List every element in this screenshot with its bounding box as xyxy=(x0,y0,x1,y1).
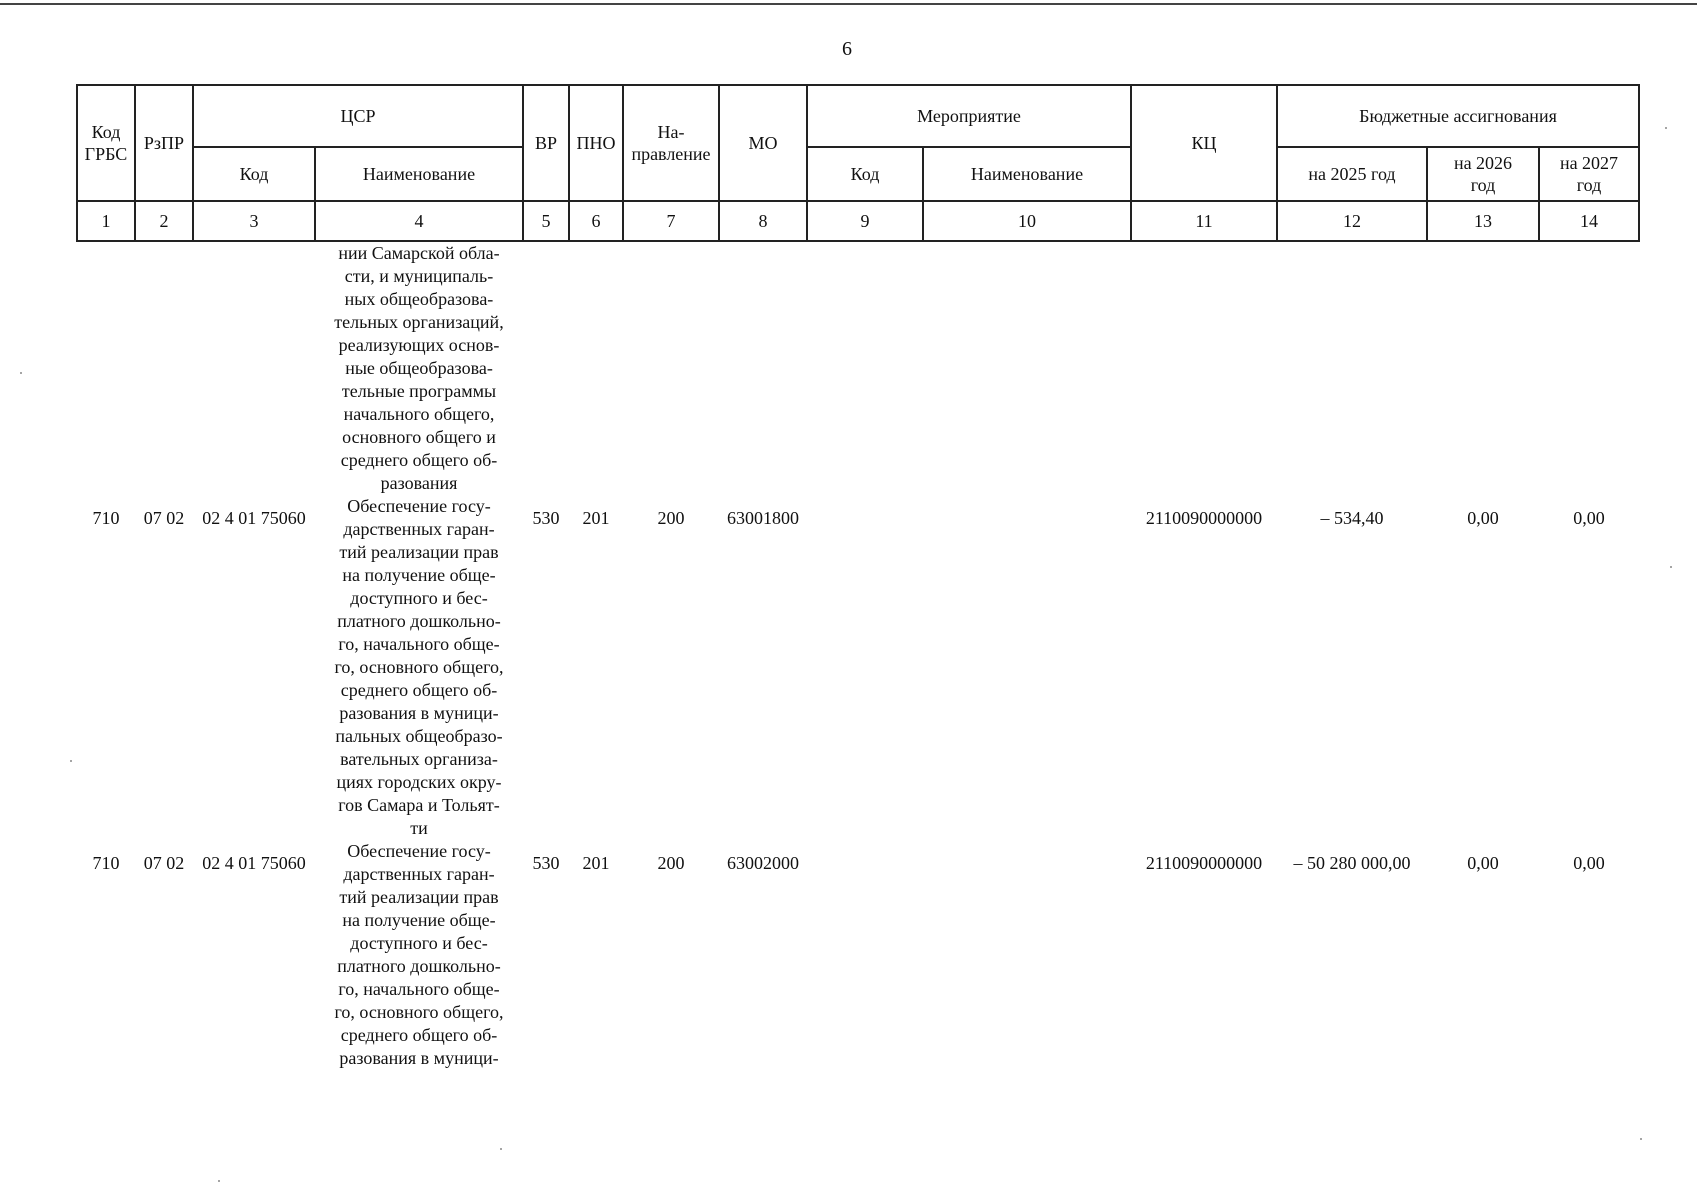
cell-grbs: 710 xyxy=(92,853,120,873)
cell-name: нии Самарской обла- сти, и муниципаль- ных общеобразова- тельных организаций, реализующих основ- ные общеобразова- тельные программы начального общего, основного общего и среднего общего об- разования xyxy=(334,243,504,493)
cell-csr-kod xyxy=(193,241,315,495)
header-mer-name: Наименование xyxy=(923,147,1131,201)
scan-speck xyxy=(1665,127,1667,129)
column-number: 4 xyxy=(315,201,523,241)
scan-speck xyxy=(70,760,72,762)
cell-vr xyxy=(523,241,569,495)
column-number: 8 xyxy=(719,201,807,241)
scan-speck xyxy=(1670,566,1672,568)
cell-rzpr: 07 02 xyxy=(143,853,185,873)
header-2027: на 2027 год xyxy=(1539,147,1639,201)
header-kod-grbs: Код ГРБС xyxy=(77,85,135,201)
budget-table xyxy=(76,84,1640,1070)
cell-2025: – 50 280 000,00 xyxy=(1293,853,1411,873)
page-number: 6 xyxy=(842,38,852,60)
header-napravlenie: На- правление xyxy=(623,85,719,201)
column-number: 10 xyxy=(923,201,1131,241)
header-mer-kod: Код xyxy=(807,147,923,201)
cell-grbs xyxy=(77,241,135,495)
column-number: 3 xyxy=(193,201,315,241)
header-rzpr: РзПР xyxy=(135,85,193,201)
cell-2026: 0,00 xyxy=(1467,853,1499,873)
cell-napr xyxy=(623,241,719,495)
cell-rzpr xyxy=(135,241,193,495)
cell-pno: 201 xyxy=(582,853,610,873)
header-meropriyatie: Мероприятие xyxy=(807,85,1131,147)
cell-vr: 530 xyxy=(532,508,560,528)
column-number: 11 xyxy=(1131,201,1277,241)
cell-csr-kod: 02 4 01 75060 xyxy=(202,853,306,873)
scan-speck xyxy=(218,1180,220,1182)
header-budget: Бюджетные ассигнования xyxy=(1277,85,1639,147)
cell-kc: 2110090000000 xyxy=(1145,853,1263,873)
cell-2027: 0,00 xyxy=(1573,853,1605,873)
cell-mo xyxy=(719,241,807,495)
scan-speck xyxy=(500,1148,502,1150)
column-number: 9 xyxy=(807,201,923,241)
header-vr: ВР xyxy=(523,85,569,201)
header-pno: ПНО xyxy=(569,85,623,201)
cell-mo: 63002000 xyxy=(727,853,799,873)
top-rule xyxy=(0,3,1697,5)
scan-speck xyxy=(20,372,22,374)
column-number: 13 xyxy=(1427,201,1539,241)
header-csr-kod: Код xyxy=(193,147,315,201)
header-kc: КЦ xyxy=(1131,85,1277,201)
header-mo: МО xyxy=(719,85,807,201)
cell-2026 xyxy=(1427,241,1539,495)
cell-mer-name xyxy=(923,840,1131,1070)
cell-napr: 200 xyxy=(657,508,685,528)
header-2025: на 2025 год xyxy=(1277,147,1427,201)
cell-rzpr: 07 02 xyxy=(143,508,185,528)
column-number: 12 xyxy=(1277,201,1427,241)
cell-2026: 0,00 xyxy=(1467,508,1499,528)
cell-name: Обеспечение госу- дарственных гаран- тий реализации прав на получение обще- доступного и бес- платного дошкольно- го, начального обще- го, основного общего, среднего общего об- разования в муници- пальных общеобразо- вательных организа- циях городских окру- гов Самара и Тольят- ти xyxy=(334,496,504,838)
cell-mer-kod xyxy=(807,241,923,495)
cell-2027: 0,00 xyxy=(1573,508,1605,528)
column-number: 5 xyxy=(523,201,569,241)
column-number: 2 xyxy=(135,201,193,241)
column-number: 14 xyxy=(1539,201,1639,241)
cell-mo: 63001800 xyxy=(727,508,799,528)
cell-2025: – 534,40 xyxy=(1320,508,1384,528)
header-csr-name: Наименование xyxy=(315,147,523,201)
cell-mer-kod xyxy=(807,495,923,840)
cell-kc: 2110090000000 xyxy=(1145,508,1263,528)
cell-mer-name xyxy=(923,495,1131,840)
cell-csr-kod: 02 4 01 75060 xyxy=(202,508,306,528)
cell-pno xyxy=(569,241,623,495)
cell-mer-name xyxy=(923,241,1131,495)
scan-speck xyxy=(1640,1138,1642,1140)
header-2026: на 2026 год xyxy=(1427,147,1539,201)
table-row xyxy=(77,241,1639,495)
column-number: 6 xyxy=(569,201,623,241)
cell-name: Обеспечение госу- дарственных гаран- тий реализации прав на получение обще- доступного и бес- платного дошкольно- го, начального обще- го, основного общего, среднего общего об- разования в муници- xyxy=(334,841,504,1068)
cell-pno: 201 xyxy=(582,508,610,528)
column-number: 1 xyxy=(77,201,135,241)
column-number: 7 xyxy=(623,201,719,241)
cell-mer-kod xyxy=(807,840,923,1070)
cell-napr: 200 xyxy=(657,853,685,873)
table-row xyxy=(77,495,1639,840)
cell-grbs: 710 xyxy=(92,508,120,528)
cell-2025 xyxy=(1277,241,1427,495)
cell-kc xyxy=(1131,241,1277,495)
cell-vr: 530 xyxy=(532,853,560,873)
cell-2027 xyxy=(1539,241,1639,495)
table-row xyxy=(77,840,1639,1070)
header-csr: ЦСР xyxy=(193,85,523,147)
